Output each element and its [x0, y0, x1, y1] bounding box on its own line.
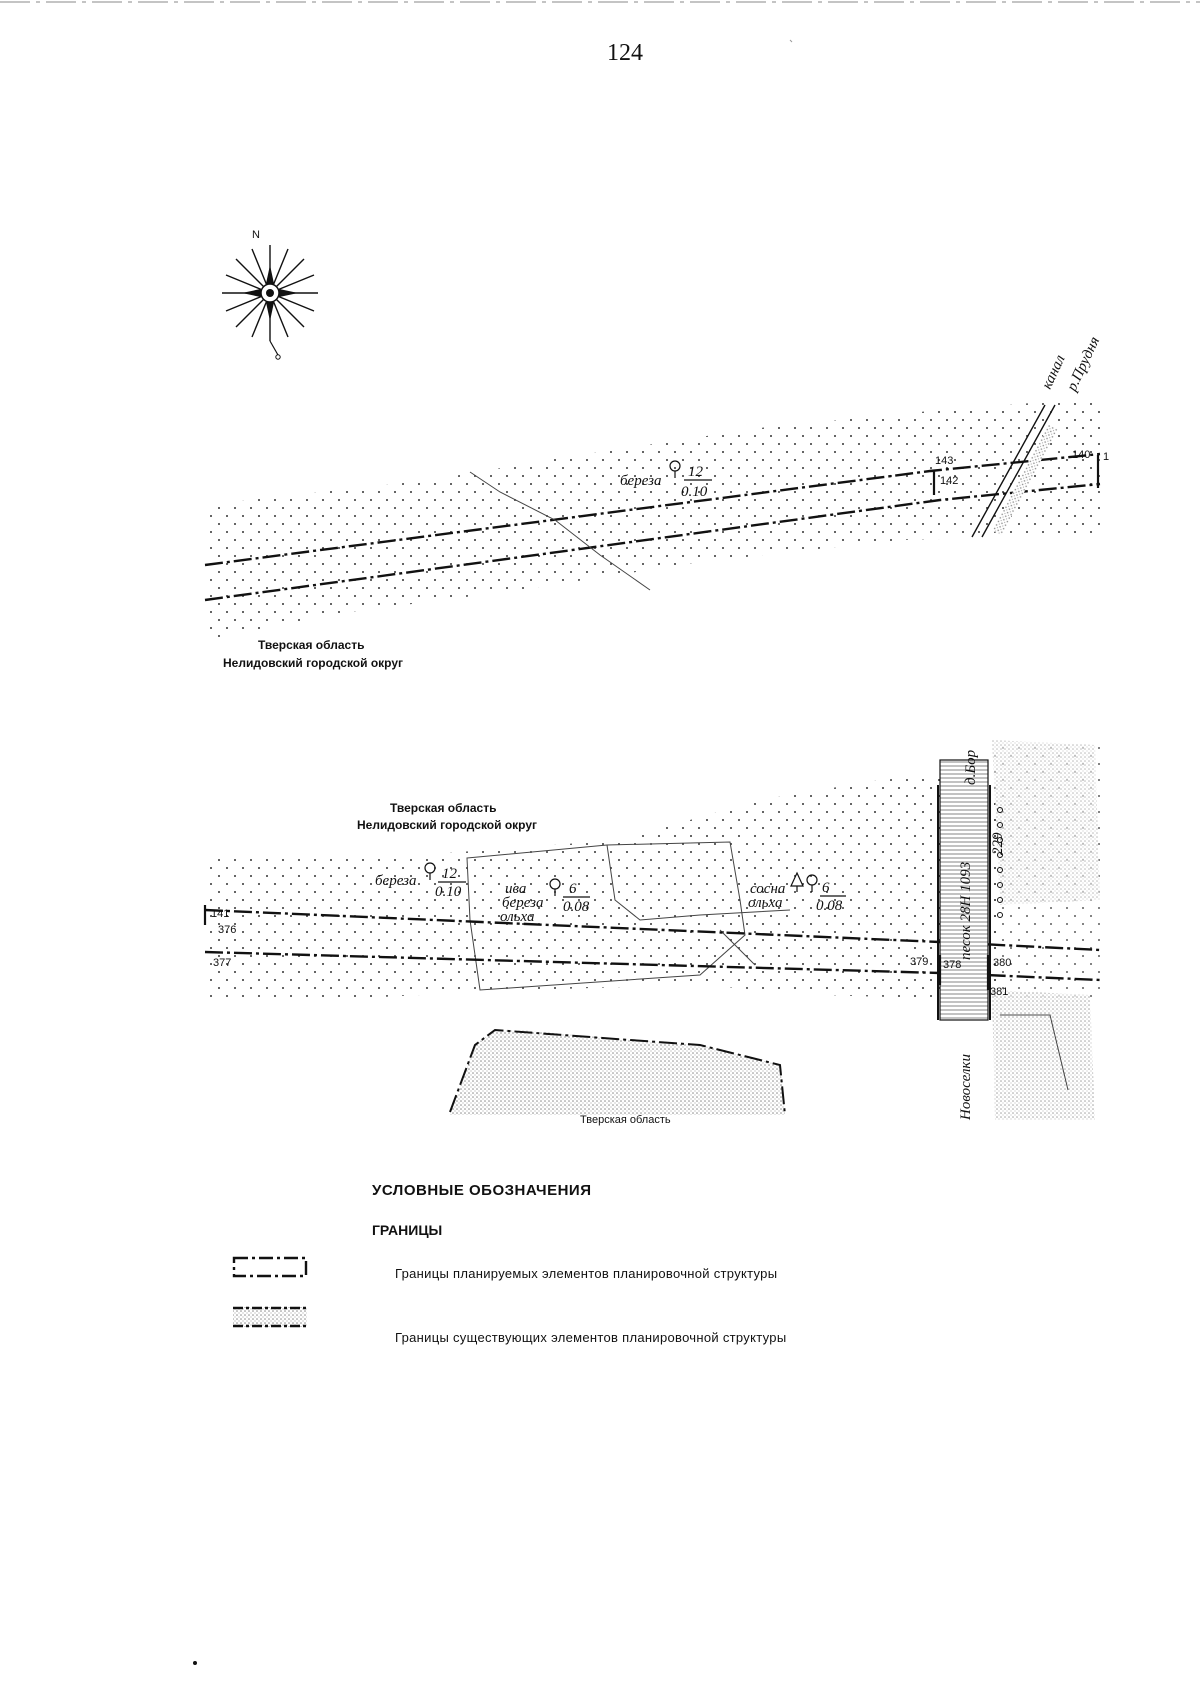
tree-count-g2: 6 [569, 881, 577, 897]
legend-title: УСЛОВНЫЕ ОБОЗНАЧЕНИЯ [372, 1182, 592, 1199]
village-label-bor: д.Бор [963, 749, 979, 785]
species-label-g3-1: сосна [750, 881, 786, 897]
point-label-142: 142 [940, 475, 959, 487]
forest-area-top [205, 398, 1100, 640]
existing-boundary-legend-icon [232, 1306, 308, 1328]
compass-rose-icon [222, 245, 318, 359]
region-label-bottom-1: Тверская область [390, 801, 497, 815]
species-label-g1: береза [375, 873, 417, 889]
species-label-g2-3: ольха [500, 909, 535, 925]
point-label-381: 381 [990, 986, 1009, 998]
tree-label-top: береза [620, 473, 662, 489]
legend-item-existing: Границы существующих элементов планировочной структуры [395, 1330, 787, 1345]
tree-diameter-top: 0.10 [681, 484, 708, 500]
canal-label: канал [1039, 352, 1069, 392]
map-top [205, 398, 1100, 640]
point-label-379: 379 [910, 956, 929, 968]
species-label-g2-2: береза [502, 895, 544, 911]
settlement-area-south [450, 1030, 785, 1115]
point-label-380: 380 [993, 957, 1012, 969]
region-label-bottom-2: Нелидовский городской округ [357, 818, 538, 832]
village-label-novoselki: Новоселки [958, 1054, 974, 1120]
tree-count-g3: 6 [822, 880, 830, 896]
species-label-g3-2: ольха [748, 895, 783, 911]
road-width-label: 229 [990, 832, 1006, 855]
point-label-377: 377 [213, 957, 232, 969]
legend-subtitle: ГРАНИЦЫ [372, 1222, 443, 1238]
road-label: песок 28Н 1093 [958, 861, 974, 960]
tree-count-top: 12 [688, 464, 703, 480]
river-label: р.Прудня [1064, 334, 1104, 394]
point-label-378: 378 [943, 959, 962, 971]
species-label-g2-1: ива [505, 881, 527, 897]
compass-north-label: N [252, 229, 260, 241]
tree-count-g1: 12 [442, 866, 457, 882]
planned-boundary-legend-icon [232, 1256, 308, 1278]
forest-area-bottom [205, 770, 1000, 1000]
legend-item-planned: Границы планируемых элементов планировочной структуры [395, 1266, 778, 1281]
point-label-1: 1 [1103, 451, 1110, 463]
tree-diameter-g2: 0.08 [563, 899, 590, 915]
region-label-top-1: Тверская область [258, 638, 365, 652]
region-label-top-2: Нелидовский городской округ [223, 656, 404, 670]
point-label-376: 376 [218, 924, 237, 936]
tree-diameter-g1: 0.10 [435, 884, 462, 900]
point-label-140: 140 [1072, 449, 1091, 461]
settlement-area-novoselki [992, 990, 1095, 1120]
page-number: 124 [607, 40, 643, 66]
point-label-143: 143 [935, 455, 954, 467]
region-label-cut: Тверская область [580, 1114, 671, 1126]
point-label-141: 141 [211, 908, 230, 920]
settlement-area-bor [992, 740, 1100, 905]
tree-diameter-g3: 0.08 [816, 898, 843, 914]
